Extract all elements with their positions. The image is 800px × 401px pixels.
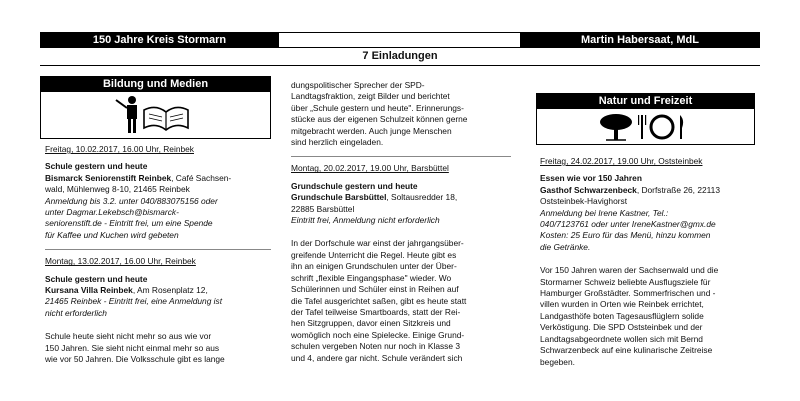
event-date: Montag, 20.02.2017, 19.00 Uhr, Barsbüttel	[291, 163, 449, 174]
body-text: Schule heute sieht nicht mehr so aus wie vor	[45, 331, 212, 342]
body-text: Schwarzenbeck auf eine kulinarische Zeitreise	[540, 345, 713, 356]
teacher-icon	[112, 94, 144, 136]
body-text: begeben.	[540, 356, 575, 367]
event-title: Schule gestern und heute	[45, 273, 148, 284]
section-title-natur: Natur und Freizeit	[536, 93, 755, 109]
event-date: Freitag, 10.02.2017, 16.00 Uhr, Reinbek	[45, 144, 194, 154]
body-text: schrift „flexible Eingangsphase" wieder. Wo	[291, 272, 452, 283]
right-column	[540, 156, 762, 368]
body-text: über „Schule gestern und heute". Erinnerungs-	[291, 102, 464, 113]
event-note: seniorenstift.de - Eintritt frei, um eine Spende	[45, 218, 213, 229]
event-title: Schule gestern und heute	[45, 161, 148, 172]
body-text: Verköstigung. Die SPD Oststeinbek und der	[540, 322, 703, 333]
body-text: Vor 150 Jahren waren der Sachsenwald und die	[540, 265, 719, 276]
event-venue: Grundschule Barsbüttel, Soltausredder 18,	[291, 192, 458, 203]
body-text: wie vor 50 Jahren. Die Volksschule gibt es lange	[45, 354, 225, 365]
page-title: 7 Einladungen	[40, 48, 760, 66]
event-venue: Kursana Villa Reinbek, Am Rosenplatz 12,	[45, 285, 208, 296]
event-note: Anmeldung bei Irene Kastner, Tel.:	[540, 207, 669, 218]
event-note: 040/7123761 oder unter IreneKastner@gmx.de	[540, 219, 716, 230]
body-text: und 4, andere gar nicht. Schule verändert sich	[291, 352, 463, 363]
body-text: der Tafel teilweise Smartboards, statt der Rei-	[291, 306, 461, 317]
event-note: unter Dagmar.Lekebsch@bismarck-	[45, 207, 179, 218]
event-note: für Kaffee und Kuchen wird gebeten	[45, 229, 179, 240]
tree-icon	[598, 112, 634, 142]
divider	[45, 249, 271, 250]
body-text: Landtagsfraktion, zeigt Bilder und berichtet	[291, 91, 450, 102]
body-text: Landtagsabgeordnete wollen sich mit Bernd	[540, 333, 703, 344]
event-address: wald, Mühlenweg 8-10, 21465 Reinbek	[45, 184, 190, 195]
body-text: womöglich noch eine Spielecke. Einige Grund-	[291, 329, 465, 340]
event-note: Eintritt frei, Anmeldung nicht erforderlich	[291, 215, 440, 226]
event-title: Grundschule gestern und heute	[291, 180, 418, 191]
section-title-bildung: Bildung und Medien	[40, 76, 271, 92]
body-text: greifende Unterricht die Regel. Heute gibt es	[291, 249, 457, 260]
event-note: nicht erforderlich	[45, 307, 107, 318]
body-text: sind herzlich eingeladen.	[291, 137, 384, 148]
event-address: Oststeinbek-Havighorst	[540, 196, 628, 207]
event-venue: Gasthof Schwarzenbeck, Dorfstraße 26, 22113	[540, 184, 720, 195]
body-text: mitgebracht werden. Auch junge Menschen	[291, 125, 452, 136]
header-left-title: 150 Jahre Kreis Stormarn	[40, 32, 279, 48]
plate-cutlery-icon	[638, 112, 688, 142]
body-text: 150 Jahren. Sie sieht nicht einmal mehr so aus	[45, 342, 220, 353]
body-text: Schülerinnen und Schüler einst in Reihen auf	[291, 284, 459, 295]
event-address: 22885 Barsbüttel	[291, 203, 355, 214]
divider	[291, 156, 511, 157]
body-text: schulen vergeben Noten nur noch in Klasse 3	[291, 341, 461, 352]
event-note: Kosten: 25 Euro für das Menü, hinzu kommen	[540, 230, 711, 241]
body-text: Hamburger Großstädter. Sommerfrischen und -	[540, 288, 716, 299]
middle-column	[291, 80, 511, 364]
event-date: Montag, 13.02.2017, 16.00 Uhr, Reinbek	[45, 256, 196, 267]
body-text: Landgasthöfe boten Tagesausflüglern solide	[540, 310, 704, 321]
body-text: stücke aus der eigenen Schulzeit können gerne	[291, 114, 468, 125]
event-venue: Bismarck Seniorenstift Reinbek, Café Sachsen-	[45, 172, 232, 183]
open-book-icon	[142, 104, 190, 132]
header-middle-frame	[279, 32, 520, 48]
body-text: villen wurden in Orten wie Reinbek errichtet,	[540, 299, 704, 310]
body-text: Stormarner Schweiz beliebte Ausflugsziele für	[540, 276, 711, 287]
body-text: In der Dorfschule war einst der jahrgangsüber-	[291, 238, 464, 249]
left-column	[45, 144, 271, 366]
header-right-title: Martin Habersaat, MdL	[520, 32, 760, 48]
event-note: die Getränke.	[540, 241, 591, 252]
body-text: dungspolitischer Sprecher der SPD-	[291, 80, 425, 90]
body-text: die Tafel ausgerichtet saßen, gibt es heute statt	[291, 295, 467, 306]
event-date: Freitag, 24.02.2017, 19.00 Uhr, Oststeinbek	[540, 156, 703, 166]
event-note: Anmeldung bis 3.2. unter 040/883075156 oder	[45, 195, 218, 206]
event-title: Essen wie vor 150 Jahren	[540, 173, 642, 184]
event-note: 21465 Reinbek - Eintritt frei, eine Anmeldung ist	[45, 296, 223, 307]
body-text: hen Sitzgruppen, davor einen Sitzkreis und	[291, 318, 451, 329]
body-text: ihn an einigen Grundschulen unter der Über-	[291, 261, 457, 272]
